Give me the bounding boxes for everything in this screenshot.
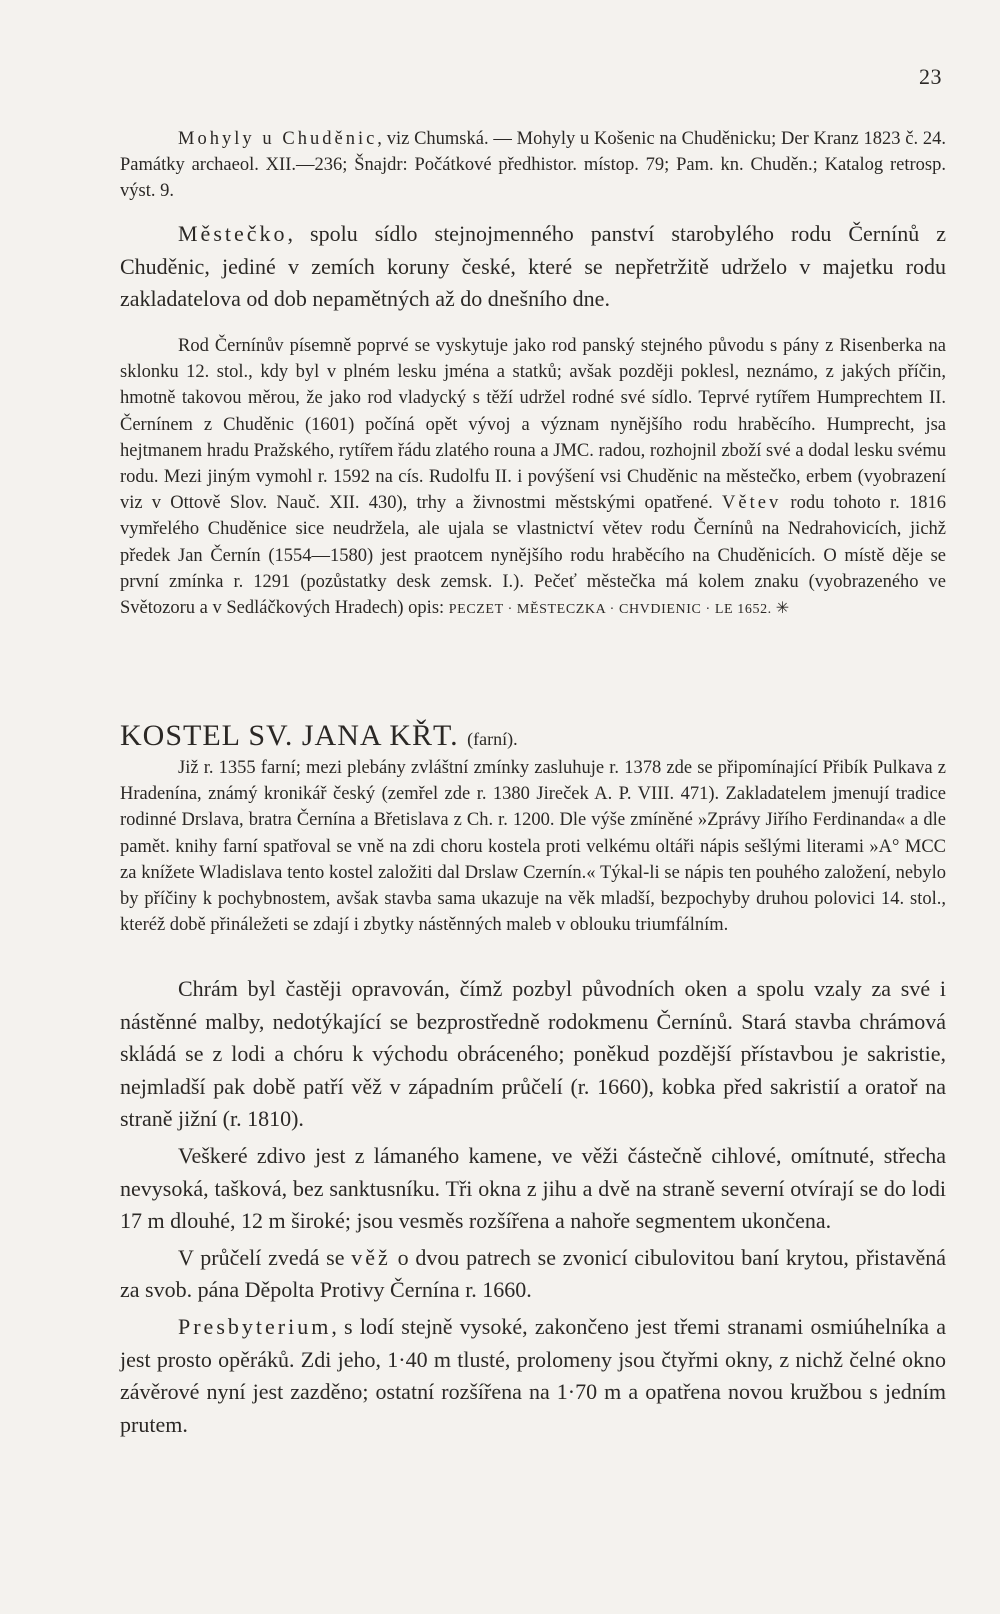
section-heading <box>120 719 946 753</box>
paragraph-history: Již r. 1355 farní; mezi plebány zvláštní zmínky zasluhuje r. 1378 zde se připomínající Přibík Pulkava z Hradenína, známý kronikář český (zemřel zde r. 1380 Jireček A. P. VIII. 471). Zakladatelem jmenují tradice rodinné Drslava, bratra Černína a Břetislava z Ch. r. 1200. Dle výše zmíněné »Zprávy Jiřího Ferdinanda« a dle pamět. knihy farní spatřoval se vně na zdi choru kostela proti velkému oltáři nápis sešlými literami »A° MCC za knížete Wladislava tento kostel založiti dal Drslaw Czernín.« Týkal-li se nápis ten pouhého založení, nebylo by příčiny k pochybnostem, avšak stavba sama ukazuje na věk mladší, bezpochyby druhou polovici 14. stol., kteréž době přináležeti se zdají i zbytky nástěnných maleb v oblouku triumfálním. <box>120 758 946 936</box>
spaced-term-mohyly: Mohyly u Chuděnic <box>178 129 378 149</box>
page-number: 23 <box>919 64 942 89</box>
heading-subtitle: (farní). <box>467 729 518 749</box>
spaced-term-vetev: Větev <box>722 493 782 514</box>
paragraph-rod-text-1: Rod Černínův písemně poprvé se vyskytuje jako rod panský stejného původu s pány z Risenberka na sklonku 12. stol., kdy byl v plném lesku jména a statků; avšak později poklesl, neznámo, z jakých příčin, hmotně takovou měrou, že jako rod vladycký s těží udržel rodné své sídlo. Teprvé rytířem Humprechtem II. Černínem z Chuděnic (1601) počíná opět vývoj a význam nynějšího rodu hraběcího. Humprecht, jsa hejtmanem hradu Pražského, rytířem řádu zlatého rouna a JMC. radou, rozhojnil zboží své a dodal lesku svému rodu. Mezi jiným vymohl r. 1592 na cís. Rudolfu II. i povýšení vsi Chuděnic na městečko, erbem (vyobrazení viz v Ottově Slov. Nauč. XII. 430), trhy a živnostmi městskými opatřené. <box>120 336 946 514</box>
spaced-term-presbyterium: Presbyterium <box>178 1313 332 1339</box>
spaced-term-vez: věž <box>351 1244 391 1270</box>
paragraph-presbyterium <box>120 1311 946 1441</box>
paragraph-mestecko-text: , spolu sídlo stejnojmenného panství starobylého rodu Černínů z Chuděnic, jediné v zemích koruny české, které se nepřetržitě udrželo v majetku rodu zakladatelova od dob nepamětných až do dnešního dne. <box>120 221 946 312</box>
seal-inscription: PECZET · MĚSTECZKA · CHVDIENIC · LE 1652. <box>448 602 772 618</box>
paragraph-rod-text-2: rodu tohoto r. 1816 vymřelého Chuděnice sice neudržela, ale ujala se vlastnictví větev rodu Černínů na Nedrahovicích, jichž předek Jan Černín (1554—1580) jest praotcem nynějšího rodu hraběcího na Chuděnicích. O místě děje se první zmínka r. 1291 (pozůstatky desk zemsk. I.). Pečeť městečka má kolem znaku (vyobrazeného ve Světozoru a v Sedláčkových Hradech) opis: <box>120 493 946 619</box>
heading-title: KOSTEL SV. JANA KŘT. <box>120 719 459 752</box>
paragraph-mohyly-text: , viz Chumská. — Mohyly u Košenic na Chuděnicku; Der Kranz 1823 č. 24. Památky archaeol. XII.—236; Šnajdr: Počátkové předhistor. místop. 79; Pam. kn. Chuděn.; Katalog retrosp. výst. 9. <box>120 129 946 202</box>
paragraph-mohyly <box>120 126 946 205</box>
paragraph-prucelí <box>120 1242 946 1307</box>
paragraph-rod-cerninuv <box>120 333 946 623</box>
paragraph-presbyterium-text: , s lodí stejně vysoké, zakončeno jest třemi stranami osmiúhelníka a jest prosto opěráků. Zdi jeho, 1·40 m tlusté, prolomeny jsou čtyřmi okny, z nichž čelné okno závěrové nyní jest zazděno; ostatní rozšířena na 1·70 m a opatřena novou kružbou s jedním prutem. <box>120 1313 946 1437</box>
section-mestecko <box>120 218 946 316</box>
spaced-term-mestecko: Městečko <box>178 221 288 246</box>
section-description <box>120 973 946 1441</box>
star-icon: ✳ <box>775 600 790 618</box>
paragraph-prucelí-text-1: V průčelí zvedá se <box>178 1244 352 1270</box>
paragraph-prucelí-text-2: o dvou patrech se zvonicí cibulovitou baní krytou, přistavěná za svob. pána Děpolta Protivy Černína r. 1660. <box>120 1244 946 1303</box>
paragraph-chram: Chrám byl častěji opravován, čímž pozbyl původních oken a spolu vzaly za své i nástěnné malby, nedotýkající se bezprostředně rodokmenu Černínů. Stará stavba chrámová skládá se z lodi a chóru k východu obráceného; poněkud pozdější přístavbou je sakristie, nejmladší pak době patří věž v západním průčelí (r. 1660), kobka před sakristií a oratoř na straně jižní (r. 1810). <box>120 976 946 1132</box>
section-mohyly <box>120 126 946 205</box>
paragraph-mestecko <box>120 218 946 316</box>
section-kostel <box>120 705 946 938</box>
section-rod-cerninuv <box>120 333 946 623</box>
paragraph-zdivo: Veškeré zdivo jest z lámaného kamene, ve věži částečně cihlové, omítnuté, střecha nevysoká, tašková, bez sanktusníku. Tři okna z jihu a dvě na straně severní otvírají se do lodi 17 m dlouhé, 12 m široké; jsou vesměs rozšířena a nahoře segmentem ukončena. <box>120 1142 946 1234</box>
